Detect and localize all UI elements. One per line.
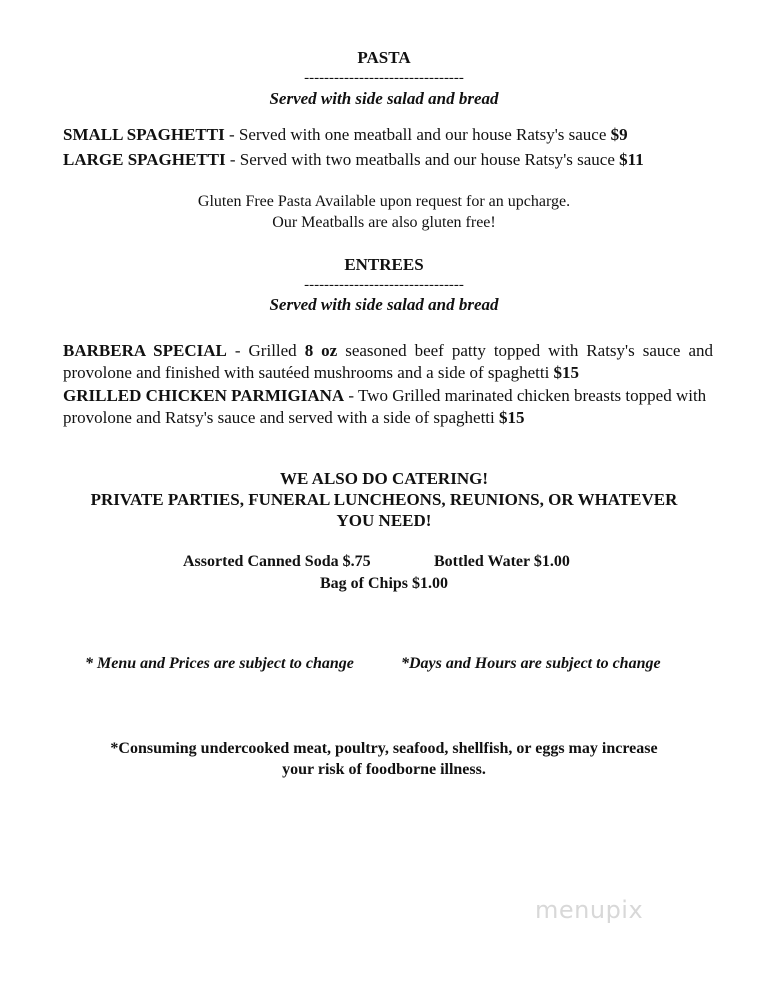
item-name: GRILLED CHICKEN PARMIGIANA <box>63 386 345 405</box>
gluten-free-note: Gluten Free Pasta Available upon request for an upcharge. <box>197 193 571 210</box>
item-description: - Grilled <box>226 341 305 360</box>
item-description: - Two Grilled marinated chicken breasts topped with provolone and Ratsy's sauce and served with a side of spaghetti <box>63 386 707 427</box>
catering-details-cont: YOU NEED! <box>336 511 432 530</box>
item-name: BARBERA SPECIAL <box>63 341 227 360</box>
pasta-subtitle: Served with side salad and bread <box>269 89 499 108</box>
item-description: - Served with one meatball and our house Ratsy's sauce <box>224 125 611 144</box>
menu-item-small-spaghetti <box>63 124 713 146</box>
pasta-separator: -------------------------------- <box>304 70 464 86</box>
water-price: Bottled Water $1.00 <box>434 553 570 570</box>
menu-prices-disclaimer: * Menu and Prices are subject to change <box>85 655 354 672</box>
menu-item-large-spaghetti <box>63 149 713 171</box>
entrees-subtitle: Served with side salad and bread <box>269 295 499 314</box>
item-price: $11 <box>619 150 644 169</box>
chips-price: Bag of Chips $1.00 <box>319 575 449 592</box>
menupix-watermark-logo: menupix <box>535 896 644 924</box>
item-description: - Served with two meatballs and our house Ratsy's sauce <box>225 150 620 169</box>
entrees-heading: ENTREES <box>344 255 424 274</box>
item-description-cont: seasoned beef patty topped with Ratsy's sauce and provolone and finished with sautéed mushrooms and a side of spaghetti <box>63 341 713 382</box>
pasta-heading: PASTA <box>357 48 411 67</box>
item-name: SMALL SPAGHETTI <box>63 125 225 144</box>
menu-item-grilled-chicken-parmigiana <box>63 385 713 429</box>
item-weight: 8 oz <box>304 341 338 360</box>
soda-price: Assorted Canned Soda $.75 <box>183 553 371 570</box>
item-price: $15 <box>498 408 525 427</box>
gluten-free-meatballs-note: Our Meatballs are also gluten free! <box>272 214 496 231</box>
catering-heading: WE ALSO DO CATERING! <box>280 469 488 488</box>
days-hours-disclaimer: *Days and Hours are subject to change <box>401 655 661 672</box>
foodborne-warning: *Consuming undercooked meat, poultry, seafood, shellfish, or eggs may increase <box>110 740 658 757</box>
menu-item-barbera-special <box>63 340 713 384</box>
foodborne-warning-cont: your risk of foodborne illness. <box>282 761 486 778</box>
item-price: $15 <box>553 363 580 382</box>
catering-details: PRIVATE PARTIES, FUNERAL LUNCHEONS, REUNIONS, OR WHATEVER <box>90 490 678 509</box>
entrees-separator: -------------------------------- <box>304 277 464 293</box>
item-price: $9 <box>610 125 628 144</box>
item-name: LARGE SPAGHETTI <box>63 150 226 169</box>
